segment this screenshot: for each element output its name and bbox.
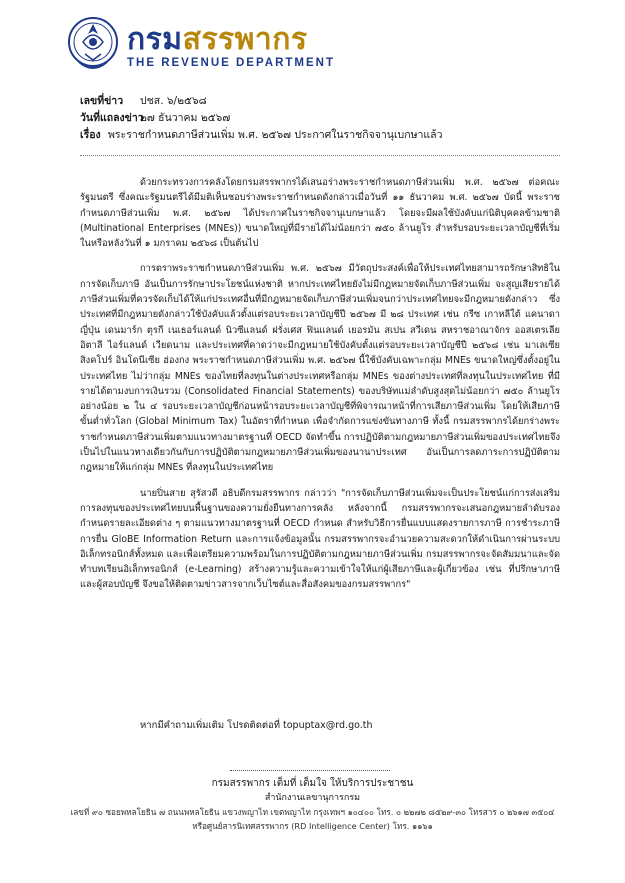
news-number: ปชส. ๖/๒๕๖๘ (140, 95, 207, 107)
release-date: ๒๗ ธันวาคม ๒๕๖๗ (140, 112, 231, 124)
footer-office: สำนักงานเลขานุการกรม (264, 793, 361, 803)
separator-line (80, 155, 560, 156)
revenue-department-emblem-icon (65, 14, 121, 76)
release-body (80, 175, 560, 603)
news-number-label: เลขที่ข่าว (80, 95, 124, 107)
subject-row (80, 127, 560, 144)
footer-separator (230, 770, 390, 771)
brand-wordmark (127, 24, 335, 69)
release-meta (80, 93, 560, 144)
letterhead (65, 14, 545, 82)
paragraph: ด้วยกระทรวงการคลังโดยกรมสรรพากรได้เสนอร่างพระราชกำหนดภาษีส่วนเพิ่ม พ.ศ. ๒๕๖๗ ต่อคณะรัฐมนตรี ซึ่งคณะรัฐมนตรีได้มีมติเห็นชอบร่างพระราชกำหนดดังกล่าวเมื่อวันที่ ๑๑ ธันวาคม พ.ศ. ๒๕๖๗ บัดนี้ พระราชกำหนดภาษีส่วนเพิ่ม พ.ศ. ๒๕๖๗ ได้ประกาศในราชกิจจานุเบกษาแล้ว โดยจะมีผลใช้บังคับแก่นิติบุคคลข้ามชาติ (Multinational Enterprises (MNEs)) ขนาดใหญ่ที่มีรายได้ไม่น้อยกว่า ๗๕๐ ล้านยูโร สำหรับรอบระยะเวลาบัญชีที่เริ่มในหรือหลังวันที่ ๑ มกราคม ๒๕๖๘ เป็นต้นไป (80, 177, 560, 250)
release-date-row (80, 110, 560, 127)
release-date-label: วันที่แถลงข่าว (80, 112, 144, 124)
footer-address: เลขที่ ๙๐ ซอยพหลโยธิน ๗ ถนนพหลโยธิน แขวงพญาไท เขตพญาไท กรุงเทพฯ ๑๐๔๐๐ โทร. ๐ ๒๒๗๒ ๘๕๒๙-๓๐ โทรสาร ๐ ๒๖๑๗ ๓๕๐๔ (70, 807, 555, 817)
paragraph: นายปิ่นสาย สุรัสวดี อธิบดีกรมสรรพากร กล่าวว่า "การจัดเก็บภาษีส่วนเพิ่มจะเป็นประโยชน์แก่การส่งเสริมการลงทุนของประเทศไทยบนพื้นฐานของความยั่งยืนทางการคลัง หลังจากนี้ กรมสรรพากรจะเสนอกฎหมายลำดับรองกำหนดรายละเอียดต่าง ๆ ตามแนวทางมาตรฐานที่ OECD กำหนด สำหรับวิธีการยื่นแบบแสดงรายการภาษี การชำระภาษี การยื่น GloBE Information Return และการแจ้งข้อมูลนั้น กรมสรรพากรจะอำนวยความสะดวกให้ดำเนินการผ่านระบบอิเล็กทรอนิกส์ทั้งหมด และเพื่อเตรียมความพร้อมในการปฏิบัติตามกฎหมายภาษีส่วนเพิ่ม กรมสรรพากรจะจัดสัมมนาและจัดทำบทเรียนอิเล็กทรอนิกส์ (e-Learning) สร้างความรู้และความเข้าใจให้แก่ผู้เสียภาษีและผู้เกี่ยวข้อง เช่น ที่ปรึกษาภาษีและผู้สอบบัญชี จึงขอให้ติดตามข่าวสารจากเว็บไซต์และสื่อสังคมของกรมสรรพากร" (80, 487, 560, 591)
brand-part2: สรรพากร (182, 22, 308, 57)
news-number-row (80, 93, 560, 110)
contact-info: หากมีคำถามเพิ่มเติม โปรดติดต่อที่ topuptax@rd.go.th (140, 720, 373, 731)
footer-hotline: หรือศูนย์สารนิเทศสรรพากร (RD Intelligence Center) โทร. ๑๑๖๑ (192, 821, 433, 831)
subject-label: เรื่อง (80, 129, 101, 141)
brand-part1: กรม (127, 22, 183, 57)
paragraph: การตราพระราชกำหนดภาษีส่วนเพิ่ม พ.ศ. ๒๕๖๗ มีวัตถุประสงค์เพื่อให้ประเทศไทยสามารถรักษาสิทธิในการจัดเก็บภาษี อันเป็นการรักษาประโยชน์แห่งชาติ หากประเทศไทยยังไม่มีกฎหมายจัดเก็บภาษีส่วนเพิ่ม จะสูญเสียรายได้ภาษีส่วนเพิ่มที่ควรจัดเก็บได้ให้แก่ประเทศอื่นที่มีกฎหมายจัดเก็บภาษีส่วนเพิ่มจนกว่าประเทศไทยจะมีกฎหมายดังกล่าว ซึ่งประเทศที่มีกฎหมายดังกล่าวใช้บังคับแล้วตั้งแต่รอบระยะเวลาบัญชีปี ๒๕๖๗ มี ๒๘ ประเทศ เช่น กรีซ เกาหลีใต้ แคนาดา ญี่ปุ่น เดนมาร์ก ตุรกี เนเธอร์แลนด์ นิวซีแลนด์ ฝรั่งเศส ฟินแลนด์ เยอรมัน สเปน สวีเดน สหราชอาณาจักร ออสเตรเลีย อิตาลี ไอร์แลนด์ เวียดนาม และประเทศที่คาดว่าจะมีกฎหมายใช้บังคับตั้งแต่รอบระยะเวลาบัญชีปี ๒๕๖๘ เช่น มาเลเซีย สิงคโปร์ อินโดนีเซีย ฮ่องกง พระราชกำหนดภาษีส่วนเพิ่ม พ.ศ. ๒๕๖๗ นี้ใช้บังคับเฉพาะกลุ่ม MNEs ขนาดใหญ่ซึ่งตั้งอยู่ในประเทศไทย ไม่ว่ากลุ่ม MNEs ของไทยที่ลงทุนในต่างประเทศหรือกลุ่ม MNEs ของต่างประเทศที่ลงทุนในประเทศไทย ที่มีรายได้ตามงบการเงินรวม (Consolidated Financial Statements) ของบริษัทแม่ลำดับสูงสุดไม่น้อยกว่า ๗๕๐ ล้านยูโรอย่างน้อย ๒ ใน ๔ รอบระยะเวลาบัญชีก่อนหน้ารอบระยะเวลาบัญชีที่พิจารณาหน้าที่การเสียภาษีส่วนเพิ่ม โดยให้เสียภาษีขั้นต่ำทั่วโลก (Global Minimum Tax) ในอัตราที่กำหนด เพื่อจำกัดการแข่งขันทางภาษี ทั้งนี้ กรมสรรพากรได้ยกร่างพระราชกำหนดภาษีส่วนเพิ่มตามแนวทางมาตรฐานที่ OECD จัดทำขึ้น การปฏิบัติตามกฎหมายภาษีส่วนเพิ่มของประเทศไทยจึงเป็นไปในแนวทางเดียวกันกับการปฏิบัติตามกฎหมายภาษีส่วนเพิ่มของนานาประเทศ อันเป็นการลดภาระการปฏิบัติตามกฎหมายให้แก่กลุ่ม MNEs ที่ลงทุนในประเทศไทย (80, 263, 560, 474)
brand-english: THE REVENUE DEPARTMENT (127, 57, 335, 69)
subject: พระราชกำหนดภาษีส่วนเพิ่ม พ.ศ. ๒๕๖๗ ประกาศในราชกิจจานุเบกษาแล้ว (108, 129, 443, 141)
footer (40, 777, 585, 833)
footer-slogan: กรมสรรพากร เต็มที่ เต็มใจ ให้บริการประชาชน (211, 778, 414, 789)
